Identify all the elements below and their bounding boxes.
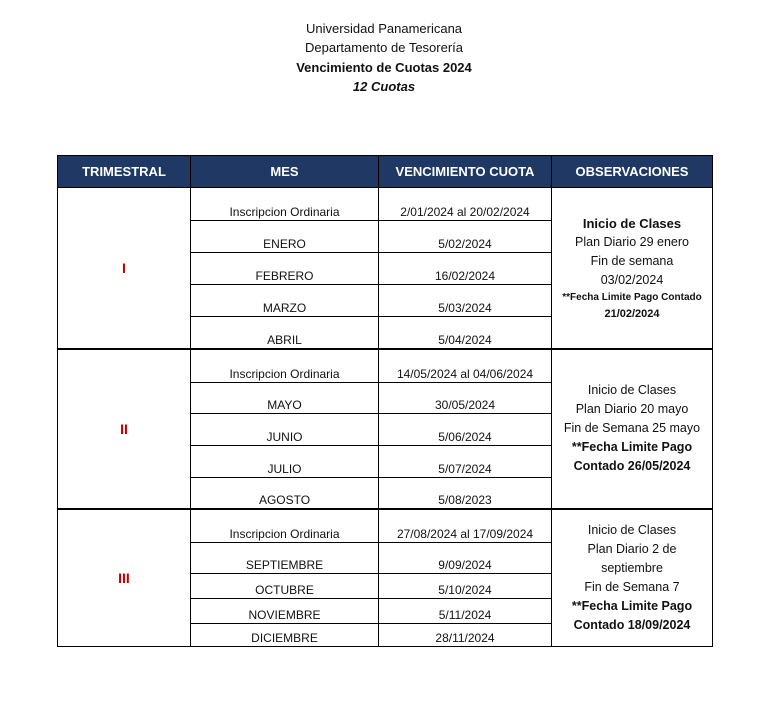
obs-line: 03/02/2024 xyxy=(600,272,664,287)
obs-line: Inicio de Clases xyxy=(587,522,677,537)
fee-schedule-table xyxy=(57,155,713,647)
document-subtitle: 12 Cuotas xyxy=(352,79,416,94)
obs-line: Plan Diario 29 enero xyxy=(575,234,689,249)
vencimiento-cell: 30/05/2024 xyxy=(379,383,552,414)
document-title: Vencimiento de Cuotas 2024 xyxy=(296,60,472,75)
mes-cell: AGOSTO xyxy=(191,478,379,509)
mes-cell: SEPTIEMBRE xyxy=(191,543,379,574)
vencimiento-cell: 5/04/2024 xyxy=(379,317,552,349)
obs-line: Inicio de Clases xyxy=(582,215,682,231)
mes-cell: NOVIEMBRE xyxy=(191,599,379,624)
vencimiento-cell: 14/05/2024 al 04/06/2024 xyxy=(379,349,552,383)
obs-line: Contado 26/05/2024 xyxy=(573,459,691,473)
mes-cell: MARZO xyxy=(191,285,379,317)
obs-line: **Fecha Limite Pago xyxy=(571,440,693,454)
mes-cell: JUNIO xyxy=(191,414,379,446)
mes-cell: ABRIL xyxy=(191,317,379,349)
observaciones-cell xyxy=(552,349,713,509)
mes-cell: JULIO xyxy=(191,446,379,478)
mes-cell: Inscripcion Ordinaria xyxy=(191,509,379,543)
obs-line: Fin de Semana 7 xyxy=(584,579,680,594)
mes-cell: Inscripcion Ordinaria xyxy=(191,349,379,383)
vencimiento-cell: 9/09/2024 xyxy=(379,543,552,574)
table-header-row xyxy=(58,156,713,188)
col-header-observaciones: OBSERVACIONES xyxy=(552,156,713,188)
vencimiento-cell: 16/02/2024 xyxy=(379,253,552,285)
obs-line: 21/02/2024 xyxy=(604,307,660,320)
trimestre-label: III xyxy=(58,509,191,647)
vencimiento-cell: 28/11/2024 xyxy=(379,624,552,647)
vencimiento-cell: 5/03/2024 xyxy=(379,285,552,317)
vencimiento-cell: 2/01/2024 al 20/02/2024 xyxy=(379,188,552,221)
mes-cell: ENERO xyxy=(191,221,379,253)
trimestre-label: I xyxy=(58,188,191,349)
vencimiento-cell: 5/07/2024 xyxy=(379,446,552,478)
mes-cell: MAYO xyxy=(191,383,379,414)
table-row xyxy=(58,509,713,543)
obs-line: septiembre xyxy=(601,560,663,575)
table-row xyxy=(58,188,713,221)
mes-cell: FEBRERO xyxy=(191,253,379,285)
vencimiento-cell: 27/08/2024 al 17/09/2024 xyxy=(379,509,552,543)
obs-line: **Fecha Limite Pago xyxy=(571,598,693,613)
observaciones-cell xyxy=(552,188,713,349)
vencimiento-cell: 5/06/2024 xyxy=(379,414,552,446)
mes-cell: Inscripcion Ordinaria xyxy=(191,188,379,221)
col-header-mes: MES xyxy=(191,156,379,188)
col-header-trimestral: TRIMESTRAL xyxy=(58,156,191,188)
department-name: Departamento de Tesorería xyxy=(304,40,464,55)
obs-line: Contado 18/09/2024 xyxy=(573,617,691,632)
obs-line: Inicio de Clases xyxy=(587,383,677,397)
obs-line: Plan Diario 20 mayo xyxy=(575,402,689,416)
observaciones-cell xyxy=(552,509,713,647)
vencimiento-cell: 5/10/2024 xyxy=(379,574,552,599)
obs-line: **Fecha Limite Pago Contado xyxy=(562,291,702,303)
mes-cell: DICIEMBRE xyxy=(191,624,379,647)
vencimiento-cell: 5/11/2024 xyxy=(379,599,552,624)
obs-line: Fin de Semana 25 mayo xyxy=(563,421,701,435)
vencimiento-cell: 5/08/2023 xyxy=(379,478,552,509)
obs-line: Plan Diario 2 de xyxy=(587,541,677,556)
col-header-vencimiento: VENCIMIENTO CUOTA xyxy=(379,156,552,188)
obs-line: Fin de semana xyxy=(590,253,674,268)
mes-cell: OCTUBRE xyxy=(191,574,379,599)
vencimiento-cell: 5/02/2024 xyxy=(379,221,552,253)
trimestre-label: II xyxy=(58,349,191,509)
table-row xyxy=(58,349,713,383)
university-name: Universidad Panamericana xyxy=(305,21,463,36)
